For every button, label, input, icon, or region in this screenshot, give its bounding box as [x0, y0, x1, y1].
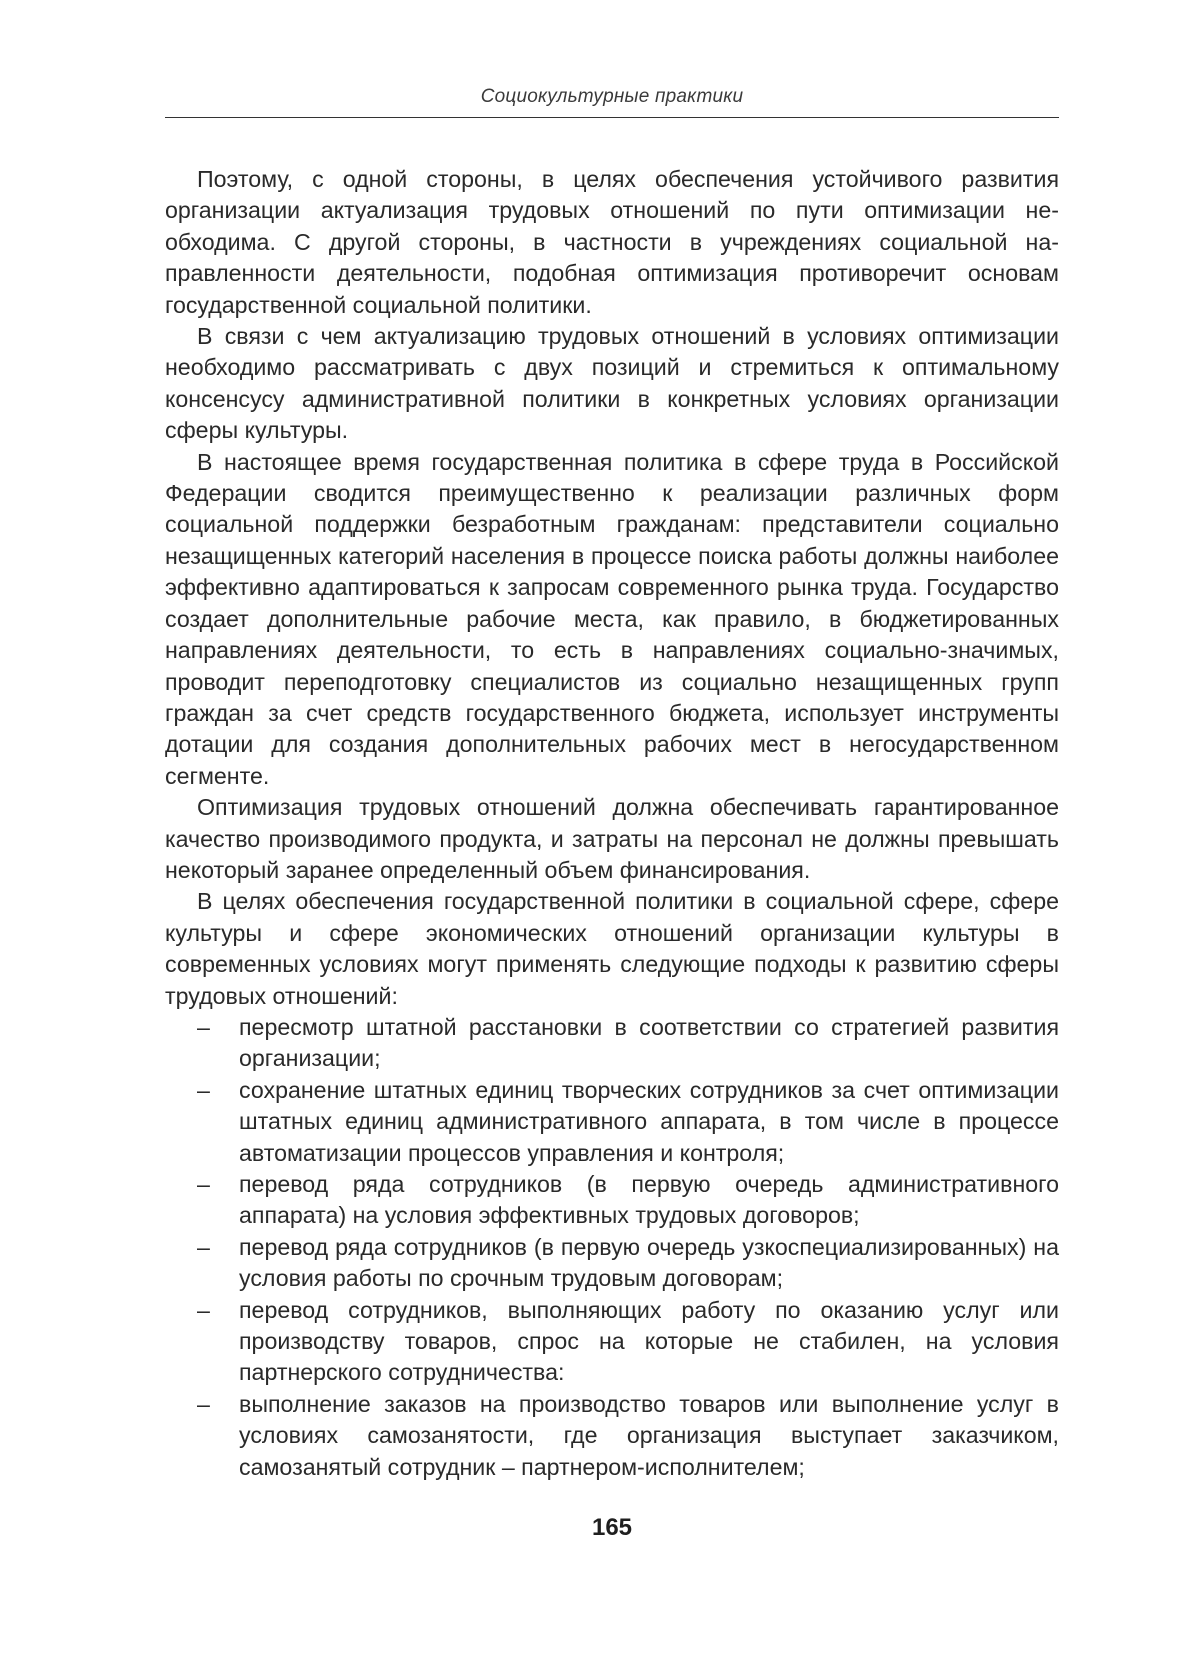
list-item	[165, 1389, 1059, 1483]
list-item-text: перевод ряда сотрудников (в первую очередь узкоспециализированных) на условия работы по срочным трудовым договорам;	[239, 1233, 1059, 1292]
bullet-marker: –	[197, 1233, 210, 1260]
paragraph-3: В настоящее время государственная политика в сфере труда в Российской Федерации сводится преимущественно к реализации различных форм социальной поддержки безработным гражданам: представители социально незащищенных категорий населения в процессе поиска работы должны наиболее эффективно адаптироваться к запросам современного рынка труда. Государство создает дополнительные рабочие места, как правило, в бюджетированных направлениях деятельности, то есть в направлениях социально-значимых, проводит переподготовку специалистов из социально незащищенных групп граждан за счет средств государственного бюджета, использует инструменты дотации для создания дополнительных рабочих мест в негосударственном сегменте.	[165, 448, 1059, 789]
approaches-list	[165, 1012, 1059, 1483]
list-item-text: выполнение заказов на производство товаров или выполнение услуг в условиях самозанятости, где организация выступает заказчиком, самозанятый сотрудник – партнером-исполнителем;	[239, 1390, 1059, 1480]
paragraph-2: В связи с чем актуализацию трудовых отношений в условиях оптимизации необходимо рассматривать с двух позиций и стремиться к оптимальному консенсусу административной политики в конкретных условиях организации сферы культуры.	[165, 323, 1059, 444]
paragraph-4: Оптимизация трудовых отношений должна обеспечивать гарантированное качество производимого продукта, и затраты на персонал не должны превышать некоторый заранее определенный объем финансирования.	[165, 794, 1059, 883]
paragraph-1: Поэтому, с одной стороны, в целях обеспечения устойчивого развития организации актуализация трудовых отношений по пути оптимизации необходима. С другой стороны, в частности в учреждениях социальной направленности деятельности, подобная оптимизация противоречит основам государственной социальной политики.	[165, 166, 1059, 318]
paragraph-5: В целях обеспечения государственной политики в социальной сфере, сфере культуры и сфере экономических отношений организации культуры в современных условиях могут применять следующие подходы к развитию сферы трудовых отношений:	[165, 888, 1059, 1009]
page-number: 165	[591, 1514, 633, 1541]
list-item-text: перевод ряда сотрудников (в первую очередь административного аппарата) на условия эффективных трудовых договоров;	[239, 1171, 1059, 1229]
list-item	[165, 1295, 1059, 1389]
bullet-marker: –	[197, 1013, 210, 1040]
list-item	[165, 1075, 1059, 1169]
list-item-text: перевод сотрудников, выполняющих работу по оказанию услуг или производству товаров, спрос на которые не стабилен, на условия партнерского сотрудничества:	[239, 1296, 1059, 1386]
running-header: Социокультурные практики	[480, 86, 744, 107]
bullet-marker: –	[197, 1296, 210, 1323]
list-item	[165, 1012, 1059, 1075]
header-rule	[165, 117, 1059, 118]
bullet-marker: –	[197, 1171, 210, 1197]
bullet-marker: –	[197, 1076, 210, 1103]
list-item	[165, 1232, 1059, 1295]
bullet-marker: –	[197, 1390, 210, 1417]
list-item	[165, 1169, 1059, 1232]
list-item-text: пересмотр штатной расстановки в соответствии со стратегией развития организации;	[239, 1013, 1059, 1072]
body-text	[165, 164, 1059, 1483]
list-item-text: сохранение штатных единиц творческих сотрудников за счет оптимизации штатных единиц административного аппарата, в том числе в процессе автоматизации процессов управления и контроля;	[239, 1076, 1059, 1166]
